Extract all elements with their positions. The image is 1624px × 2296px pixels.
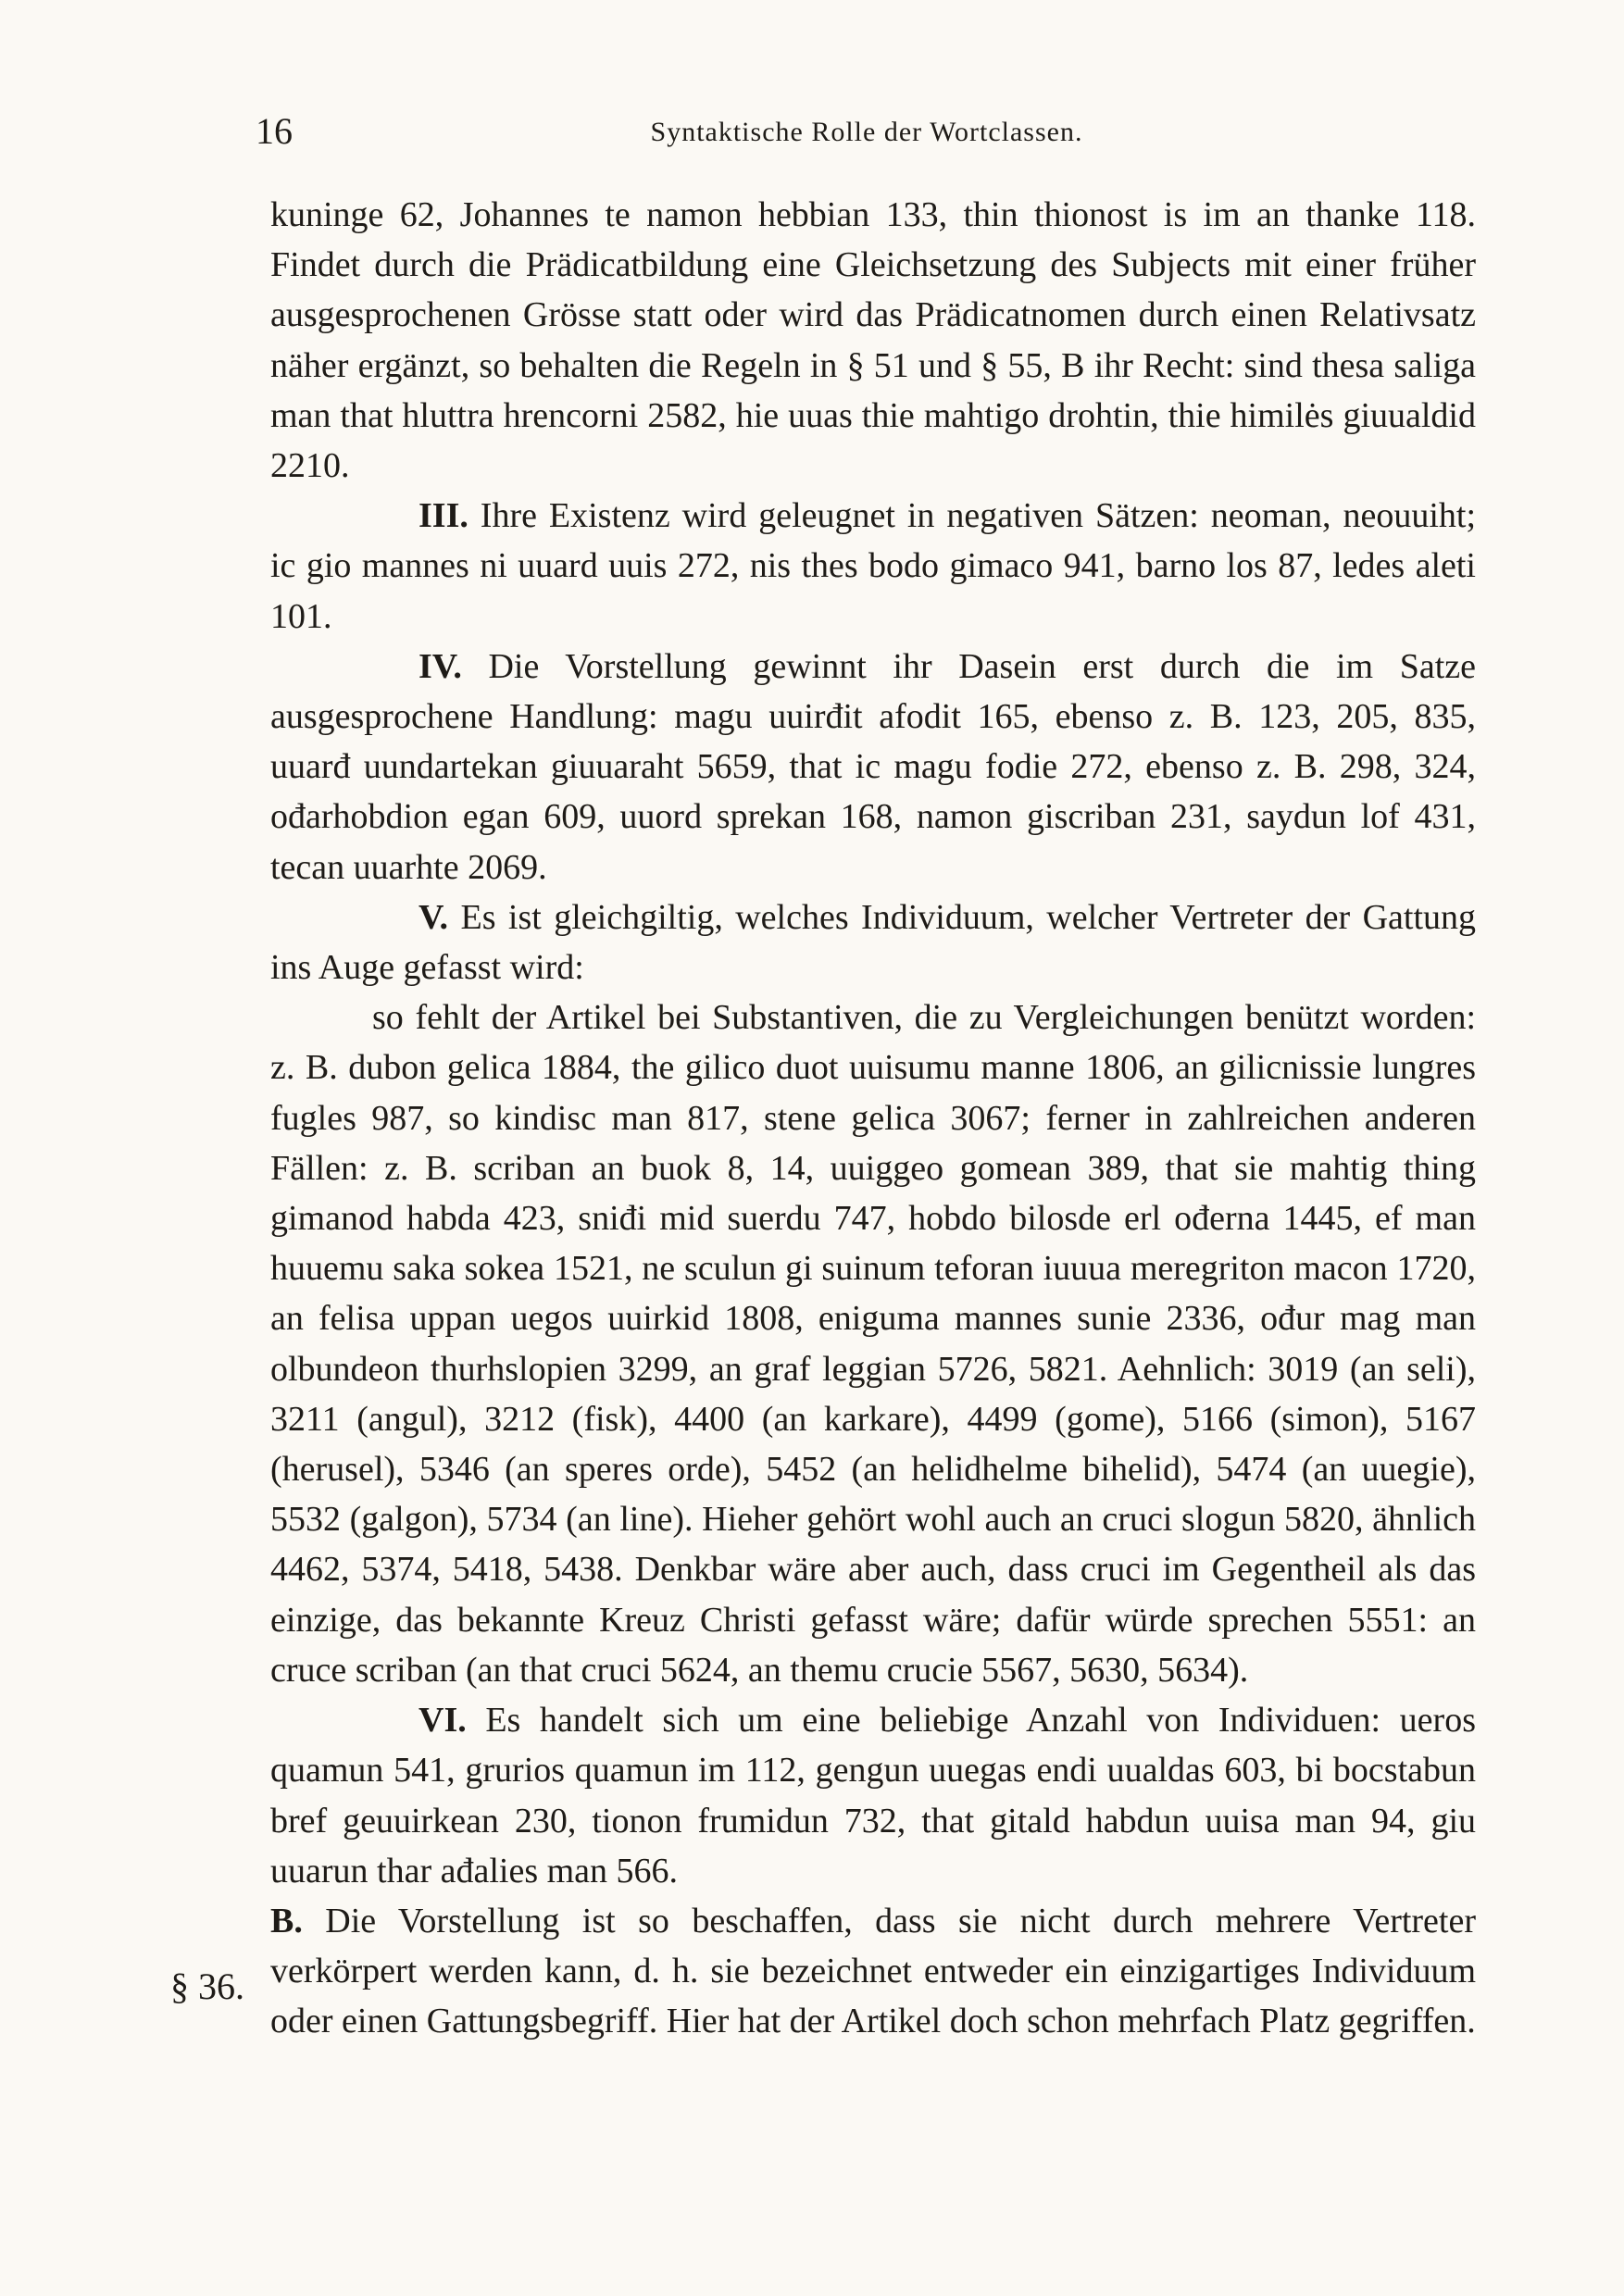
paragraph-III: III. Ihre Existenz wird geleugnet in negativen Sätzen: neoman, neouuiht; ic gio mannes ni uuard uuis 272, nis thes bodo gimaco 941, barno los 87, ledes aleti 101. [270,496,1476,636]
body-text [270,190,1476,2047]
section-number: V. [418,897,449,937]
section-number: B. [270,1901,303,1940]
paragraph-continuation: kuninge 62, Johannes te namon hebbian 133, thin thionost is im an thanke 118. Findet durch die Prädicatbildung eine Gleichsetzung des Subjects mit einer früher ausgesprochenen Grösse statt oder wird das Prädicatnomen durch einen Relativsatz näher ergänzt, so behalten die Regeln in § 51 und § 55, B ihr Recht: sind thesa saliga man that hluttra hrencorni 2582, hie uuas thie mahtigo drohtin, thie himilės giuualdid 2210. [270,195,1476,486]
paragraph-V-sub: so fehlt der Artikel bei Substantiven, die zu Vergleichungen benützt worden: z. B. dubon gelica 1884, the gilico duot uuisumu manne 1806, an gilicnissie lungres fugles 987, so kindisc man 817, stene gelica 3067; ferner in zahlreichen anderen Fällen: z. B. scriban an buok 8, 14, uuiggeo gomean 389, that sie mahtig thing gimanod habda 423, sniđi mid suerdu 747, hobdo bilosde erl ođerna 1445, ef man huuemu saka sokea 1521, ne sculun gi suinum teforan iuuua meregriton macon 1720, an felisa uppan uegos uuirkid 1808, eniguma mannes sunie 2336, ođur mag man olbundeon thurhslopien 3299, an graf leggian 5726, 5821. Aehnlich: 3019 (an seli), 3211 (angul), 3212 (fisk), 4400 (an karkare), 4499 (gome), 5166 (simon), 5167 (herusel), 5346 (an speres orde), 5452 (an helidhelme bihelid), 5474 (an uuegie), 5532 (galgon), 5734 (an line). Hieher gehört wohl auch an cruci slogun 5820, ähnlich 4462, 5374, 5418, 5438. Denkbar wäre aber auch, dass cruci im Gegentheil als das einzige, das bekannte Kreuz Christi gefasst wäre; dafür würde sprechen 5551: an cruce scriban (an that cruci 5624, an themu crucie 5567, 5630, 5634). [270,998,1476,1690]
paragraph-IV: IV. Die Vorstellung gewinnt ihr Dasein erst durch die im Satze ausgesprochene Handlung: magu uuirđit afodit 165, ebenso z. B. 123, 205, 835, uuarđ uundartekan giuuaraht 5659, that ic magu fodie 272, ebenso z. B. 298, 324, ođarhobdion egan 609, uuord sprekan 168, namon giscriban 231, saydun lof 431, tecan uuarhte 2069. [270,646,1477,887]
page-number: 16 [256,110,293,152]
page-header [256,109,1478,165]
paragraph-V: V. Es ist gleichgiltig, welches Individuum, welcher Vertreter der Gattung ins Auge gefasst wird: [270,897,1477,988]
section-number: VI. [418,1701,467,1741]
running-title: Syntaktische Rolle der Wortclassen. [650,117,1083,147]
section-marker: § 36. [170,1965,244,2007]
section-number: III. [418,496,468,536]
paragraph-B: B. Die Vorstellung ist so beschaffen, dass sie nicht durch mehrere Vertreter verkörpert werden kann, d. h. sie bezeichnet entweder ein einzigartiges Individuum oder einen Gattungsbegriff. Hier hat der Artikel doch schon mehrfach Platz gegriffen. [270,1901,1476,2041]
paragraph-VI: VI. Es handelt sich um eine beliebige Anzahl von Individuen: ueros quamun 541, grurios quamun im 112, gengun uuegas endi uualdas 603, bi bocstabun bref geuuirkean 230, tionon frumidun 732, that gitald habdun uuisa man 94, giu uuarun thar ađalies man 566. [270,1701,1476,1890]
section-number: IV. [418,646,462,686]
